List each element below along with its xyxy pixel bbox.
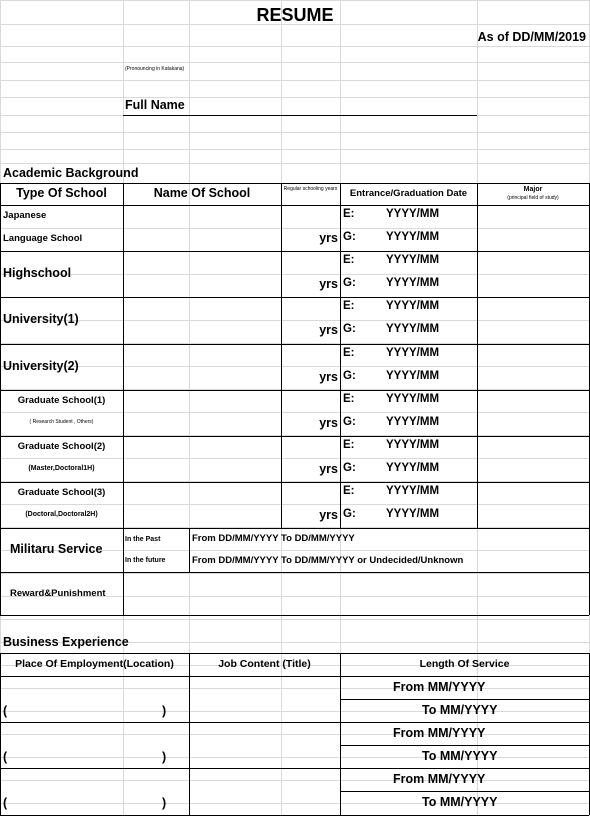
- entrance-prefix: E:: [343, 254, 355, 266]
- schooling-years-unit[interactable]: yrs: [319, 508, 338, 522]
- grid-row-line: [0, 458, 590, 459]
- table-border-h: [0, 436, 589, 437]
- col-place-of-employment: Place Of Employment(Location): [15, 658, 174, 670]
- table-border-h: [0, 676, 589, 677]
- entrance-date[interactable]: YYYY/MM: [386, 347, 440, 359]
- col-name-of-school: Name Of School: [153, 186, 251, 200]
- grid-row-line: [0, 163, 590, 164]
- grid-row-line: [0, 412, 590, 413]
- graduation-prefix: G:: [343, 416, 356, 428]
- entrance-prefix: E:: [343, 485, 355, 497]
- military-past-value[interactable]: From DD/MM/YYYY To DD/MM/YYYY: [192, 533, 355, 544]
- table-border-h: [0, 297, 589, 298]
- entrance-date[interactable]: YYYY/MM: [386, 254, 440, 266]
- schooling-years-unit[interactable]: yrs: [319, 231, 338, 245]
- table-border-h: [0, 615, 589, 616]
- location-paren-close: ): [162, 796, 167, 810]
- grid-row-line: [0, 274, 590, 275]
- full-name-underline: [123, 115, 477, 116]
- academic-section-title: Academic Background: [3, 166, 139, 180]
- graduation-date[interactable]: YYYY/MM: [386, 508, 440, 520]
- school-type-label: University(1): [3, 312, 79, 326]
- location-paren-close: ): [162, 750, 167, 764]
- entrance-date[interactable]: YYYY/MM: [386, 208, 440, 220]
- col-job-content: Job Content (Title): [218, 658, 311, 670]
- location-paren-open: (: [3, 750, 8, 764]
- service-to[interactable]: To MM/YYYY: [422, 703, 498, 717]
- as-of-date[interactable]: As of DD/MM/2019: [477, 30, 586, 44]
- col-major-note: (principal field of study): [507, 195, 559, 201]
- grid-row-line: [0, 573, 590, 574]
- full-name-label: Full Name: [125, 98, 185, 112]
- service-from[interactable]: From MM/YYYY: [393, 726, 486, 740]
- school-type-label: Japanese: [3, 210, 47, 221]
- grid-row-line: [0, 734, 590, 735]
- schooling-years-unit[interactable]: yrs: [319, 277, 338, 291]
- location-paren-close: ): [162, 704, 167, 718]
- entrance-prefix: E:: [343, 347, 355, 359]
- table-border-h: [0, 653, 589, 654]
- grid-row-line: [0, 320, 590, 321]
- military-service-label: Militaru Service: [10, 542, 103, 556]
- school-type-sublabel: ( Research Student , Others): [29, 419, 94, 425]
- graduation-prefix: G:: [343, 231, 356, 243]
- table-border-h: [0, 572, 589, 573]
- school-type-label: Graduate School(3): [17, 487, 106, 498]
- table-border-v: [123, 183, 124, 615]
- table-border-h: [0, 251, 589, 252]
- table-border-h: [0, 344, 589, 345]
- schooling-years-unit[interactable]: yrs: [319, 323, 338, 337]
- school-type-sublabel: (Master,Doctoral1H): [28, 465, 95, 472]
- grid-row-line: [0, 366, 590, 367]
- col-major: Major: [523, 186, 543, 193]
- col-schooling-years: Regular schooling years: [283, 186, 338, 192]
- school-type-label: Highschool: [3, 266, 72, 280]
- table-border-h: [0, 183, 589, 184]
- entrance-date[interactable]: YYYY/MM: [386, 393, 440, 405]
- document-title: RESUME: [256, 5, 334, 25]
- graduation-prefix: G:: [343, 323, 356, 335]
- table-border-h: [0, 768, 589, 769]
- col-entrance-graduation: Entrance/Graduation Date: [349, 188, 468, 199]
- col-type-of-school: Type Of School: [16, 186, 107, 200]
- military-future-label: In the future: [125, 557, 166, 564]
- table-border-v: [0, 653, 1, 815]
- entrance-prefix: E:: [343, 393, 355, 405]
- graduation-prefix: G:: [343, 508, 356, 520]
- grid-row-line: [0, 46, 590, 47]
- grid-row-line: [0, 803, 590, 804]
- table-border-v: [189, 653, 190, 815]
- graduation-prefix: G:: [343, 277, 356, 289]
- school-type-sublabel: (Doctoral,Doctoral2H): [25, 511, 98, 518]
- grid-row-line: [0, 132, 590, 133]
- grid-row-line: [0, 711, 590, 712]
- table-border-v: [340, 653, 341, 815]
- graduation-date[interactable]: YYYY/MM: [386, 416, 440, 428]
- grid-row-line: [0, 688, 590, 689]
- military-future-value[interactable]: From DD/MM/YYYY To DD/MM/YYYY or Undecided/Unknown: [192, 555, 464, 566]
- grid-row-line: [0, 97, 590, 98]
- table-border-v: [189, 528, 190, 572]
- table-border-h: [0, 390, 589, 391]
- entrance-date[interactable]: YYYY/MM: [386, 485, 440, 497]
- table-border-h: [340, 699, 589, 700]
- grid-row-line: [0, 62, 590, 63]
- service-to[interactable]: To MM/YYYY: [422, 795, 498, 809]
- reward-punishment-label: Reward&Punishment: [10, 588, 106, 599]
- military-past-label: In the Past: [125, 536, 161, 543]
- entrance-prefix: E:: [343, 208, 355, 220]
- schooling-years-unit[interactable]: yrs: [319, 416, 338, 430]
- grid-row-line: [0, 504, 590, 505]
- grid-row-line: [0, 228, 590, 229]
- school-type-label: Graduate School(2): [17, 441, 106, 452]
- service-from[interactable]: From MM/YYYY: [393, 772, 486, 786]
- entrance-date[interactable]: YYYY/MM: [386, 300, 440, 312]
- col-length-of-service: Length Of Service: [419, 658, 510, 670]
- schooling-years-unit[interactable]: yrs: [319, 370, 338, 384]
- entrance-prefix: E:: [343, 439, 355, 451]
- school-type-label: University(2): [3, 359, 79, 373]
- school-type-sublabel: Language School: [3, 233, 83, 244]
- graduation-date[interactable]: YYYY/MM: [386, 323, 440, 335]
- table-border-v: [477, 183, 478, 528]
- location-paren-open: (: [3, 704, 8, 718]
- location-paren-open: (: [3, 796, 8, 810]
- table-border-h: [0, 722, 589, 723]
- service-to[interactable]: To MM/YYYY: [422, 749, 498, 763]
- graduation-prefix: G:: [343, 370, 356, 382]
- table-border-h: [0, 482, 589, 483]
- table-border-h: [340, 745, 589, 746]
- grid-row-line: [0, 757, 590, 758]
- pronounce-note: (Pronouncing in Katakana): [125, 66, 185, 72]
- graduation-date[interactable]: YYYY/MM: [386, 231, 440, 243]
- grid-row-line: [0, 780, 590, 781]
- graduation-date[interactable]: YYYY/MM: [386, 462, 440, 474]
- business-section-title: Business Experience: [3, 635, 129, 649]
- entrance-date[interactable]: YYYY/MM: [386, 439, 440, 451]
- grid-row-line: [0, 149, 590, 150]
- graduation-date[interactable]: YYYY/MM: [386, 277, 440, 289]
- grid-row-line: [0, 0, 590, 1]
- entrance-prefix: E:: [343, 300, 355, 312]
- service-from[interactable]: From MM/YYYY: [393, 680, 486, 694]
- grid-row-line: [0, 80, 590, 81]
- table-border-v: [340, 183, 341, 528]
- graduation-prefix: G:: [343, 462, 356, 474]
- table-border-h: [0, 528, 589, 529]
- schooling-years-unit[interactable]: yrs: [319, 462, 338, 476]
- school-type-label: Graduate School(1): [17, 395, 106, 406]
- table-border-h: [0, 205, 589, 206]
- table-border-h: [340, 791, 589, 792]
- grid-row-line: [0, 619, 590, 620]
- graduation-date[interactable]: YYYY/MM: [386, 370, 440, 382]
